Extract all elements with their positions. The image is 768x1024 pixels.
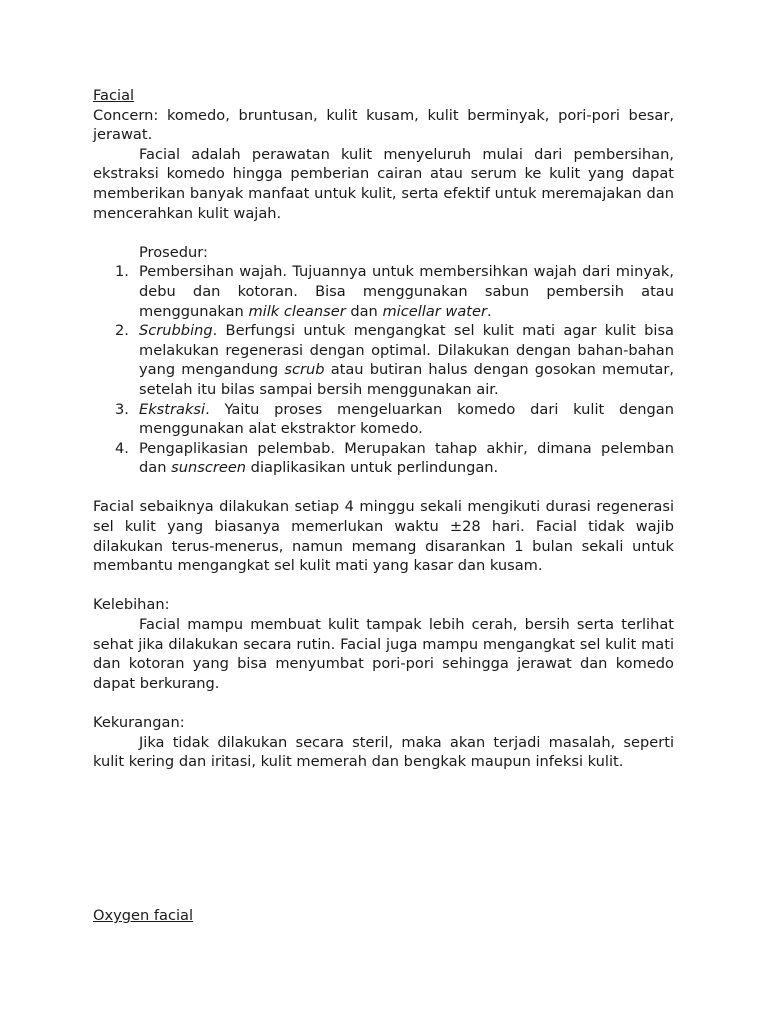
step-italic-term: scrub — [284, 361, 325, 379]
procedure-list — [93, 262, 674, 478]
spacer — [93, 478, 674, 498]
step-text: . Berfungsi untuk mengangkat sel kulit mati agar kulit bisa melakukan regenerasi dengan optimal. Dilakukan dengan bahan-bahan yang mengandung — [139, 322, 674, 379]
intro-paragraph: Facial adalah perawatan kulit menyeluruh mulai dari pembersihan, ekstraksi komedo hingga pemberian cairan atau serum ke kulit yang dapat memberikan banyak manfaat untuk kulit, serta efektif untuk meremajakan dan mencerahkan kulit wajah. — [93, 145, 674, 222]
concern-text: Concern: komedo, bruntusan, kulit kusam, kulit berminyak, pori-pori besar, jerawat. — [93, 106, 674, 144]
step-text: atau butiran halus dengan gosokan memutar, setelah itu bilas sampai bersih menggunakan air. — [139, 361, 675, 398]
step-italic-term: Ekstraksi — [139, 400, 206, 418]
spacer — [93, 693, 674, 713]
step-text: Pengaplikasian pelembab. Merupakan tahap akhir, dimana pelemban dan — [139, 439, 674, 477]
step-number: 3. — [115, 400, 129, 418]
spacer — [93, 223, 674, 243]
step-number: 4. — [115, 439, 129, 457]
spacer — [93, 576, 674, 596]
document-body — [93, 86, 674, 772]
frequency-paragraph: Facial sebaiknya dilakukan setiap 4 minggu sekali mengikuti durasi regenerasi sel kulit yang biasanya memerlukan waktu ±28 hari. Facial tidak wajib dilakukan terus-menerus, namun memang disarankan 1 bulan sekali untuk membantu mengangkat sel kulit mati yang kasar dan kusam. — [93, 498, 674, 575]
step-text: . Yaitu proses mengeluarkan komedo dari kulit dengan menggunakan alat ekstraktor komedo. — [139, 400, 674, 438]
section-heading-oxygen-facial: Oxygen facial — [93, 907, 194, 924]
step-number: 2. — [115, 322, 129, 340]
pros-title: Kelebihan: — [93, 596, 170, 614]
step-number: 1. — [115, 263, 129, 281]
step-italic-term: micellar water — [382, 302, 487, 320]
step-text: . — [486, 302, 492, 320]
step-italic-term: milk cleanser — [248, 302, 346, 320]
step-text: Pembersihan wajah. Tujuannya untuk membersihkan wajah dari minyak, debu dan kotoran. Bisa menggunakan sabun pembersih atau menggunakan — [139, 263, 674, 320]
step-italic-term: Scrubbing — [139, 322, 213, 340]
procedure-step — [115, 262, 674, 321]
cons-paragraph: Jika tidak dilakukan secara steril, maka akan terjadi masalah, seperti kulit kering dan iritasi, kulit memerah dan bengkak maupun infeksi kulit. — [93, 733, 674, 771]
pros-paragraph: Facial mampu membuat kulit tampak lebih cerah, bersih serta terlihat sehat jika dilakukan secara rutin. Facial juga mampu mengangkat sel kulit mati dan kotoran yang bisa menyumbat pori-pori sehingga jerawat dan komedo dapat berkurang. — [93, 616, 674, 692]
procedure-step — [115, 400, 674, 439]
procedure-step — [115, 321, 675, 399]
step-text: diaplikasikan untuk perlindungan. — [246, 459, 499, 477]
section-heading-facial: Facial — [93, 87, 135, 104]
procedure-step — [115, 439, 674, 478]
cons-title: Kekurangan: — [93, 714, 185, 731]
step-text: dan — [345, 302, 383, 320]
step-italic-term: sunscreen — [171, 459, 247, 477]
procedure-title: Prosedur: — [139, 243, 208, 261]
